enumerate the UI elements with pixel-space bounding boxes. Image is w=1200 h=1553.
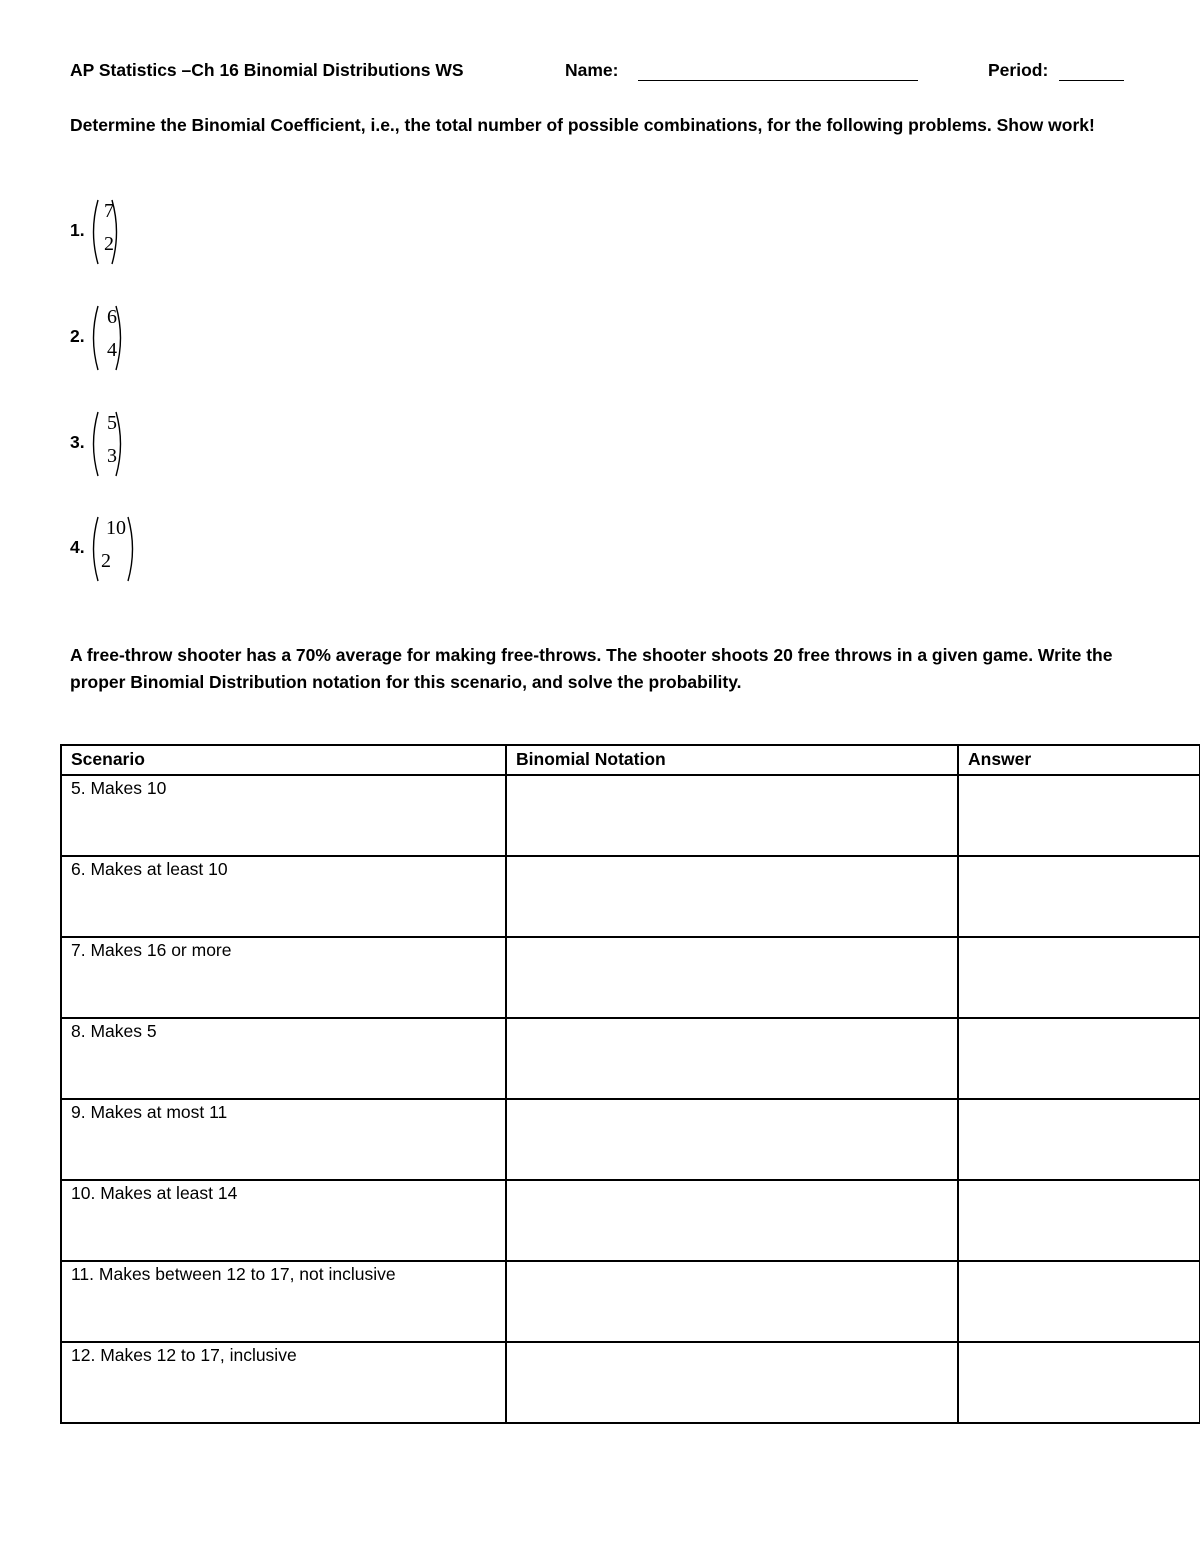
- table-row: [61, 1099, 1200, 1180]
- answer-cell[interactable]: [958, 856, 1200, 937]
- answer-cell[interactable]: [958, 1018, 1200, 1099]
- answer-cell[interactable]: [958, 1261, 1200, 1342]
- scenario-cell: 7. Makes 16 or more: [61, 937, 506, 1018]
- table-header-row: [61, 745, 1200, 775]
- answer-cell[interactable]: [958, 775, 1200, 856]
- coefficient-n: 5: [107, 412, 117, 434]
- coefficient-k: 2: [104, 233, 114, 255]
- header-binomial-notation: Binomial Notation: [506, 745, 958, 775]
- scenario-cell: 5. Makes 10: [61, 775, 506, 856]
- table-row: [61, 937, 1200, 1018]
- scenario-cell: 11. Makes between 12 to 17, not inclusive: [61, 1261, 506, 1342]
- scenario-cell: 8. Makes 5: [61, 1018, 506, 1099]
- notation-cell[interactable]: [506, 937, 958, 1018]
- table-row: [61, 1342, 1200, 1423]
- scenario-cell: 6. Makes at least 10: [61, 856, 506, 937]
- coefficient-k: 4: [107, 339, 117, 361]
- coefficient-k: 3: [107, 445, 117, 467]
- scenario-cell: 10. Makes at least 14: [61, 1180, 506, 1261]
- binomial-scenario-table: [60, 744, 1200, 1424]
- table-row: [61, 856, 1200, 937]
- name-blank-line[interactable]: [638, 80, 918, 81]
- name-label: Name:: [565, 60, 619, 80]
- notation-cell[interactable]: [506, 775, 958, 856]
- table-row: [61, 1180, 1200, 1261]
- scenario-cell: 9. Makes at most 11: [61, 1099, 506, 1180]
- problem-number: 1.: [70, 220, 85, 240]
- table-row: [61, 1018, 1200, 1099]
- answer-cell[interactable]: [958, 1099, 1200, 1180]
- problem-number: 4.: [70, 537, 85, 557]
- worksheet-title: AP Statistics –Ch 16 Binomial Distributions WS: [70, 60, 464, 80]
- answer-cell[interactable]: [958, 1342, 1200, 1423]
- notation-cell[interactable]: [506, 856, 958, 937]
- problem-number: 2.: [70, 326, 85, 346]
- period-label: Period:: [988, 60, 1049, 80]
- coefficient-n: 10: [106, 517, 126, 539]
- problem-number: 3.: [70, 432, 85, 452]
- notation-cell[interactable]: [506, 1261, 958, 1342]
- scenario-cell: 12. Makes 12 to 17, inclusive: [61, 1342, 506, 1423]
- header-answer: Answer: [958, 745, 1200, 775]
- notation-cell[interactable]: [506, 1018, 958, 1099]
- answer-cell[interactable]: [958, 1180, 1200, 1261]
- coefficient-n: 7: [104, 200, 114, 222]
- coefficient-k: 2: [101, 550, 111, 572]
- coefficient-instructions: Determine the Binomial Coefficient, i.e., the total number of possible combinations, for the following problems. Show work!: [70, 115, 1095, 135]
- scenario-instructions: A free-throw shooter has a 70% average for making free-throws. The shooter shoots 20 free throws in a given game. Write the proper Binomial Distribution notation for this scenario, and solve the probability.: [70, 645, 1113, 692]
- notation-cell[interactable]: [506, 1099, 958, 1180]
- header-scenario: Scenario: [61, 745, 506, 775]
- notation-cell[interactable]: [506, 1180, 958, 1261]
- period-blank-line[interactable]: [1059, 80, 1124, 81]
- notation-cell[interactable]: [506, 1342, 958, 1423]
- table-row: [61, 1261, 1200, 1342]
- table-row: [61, 775, 1200, 856]
- answer-cell[interactable]: [958, 937, 1200, 1018]
- coefficient-n: 6: [107, 306, 117, 328]
